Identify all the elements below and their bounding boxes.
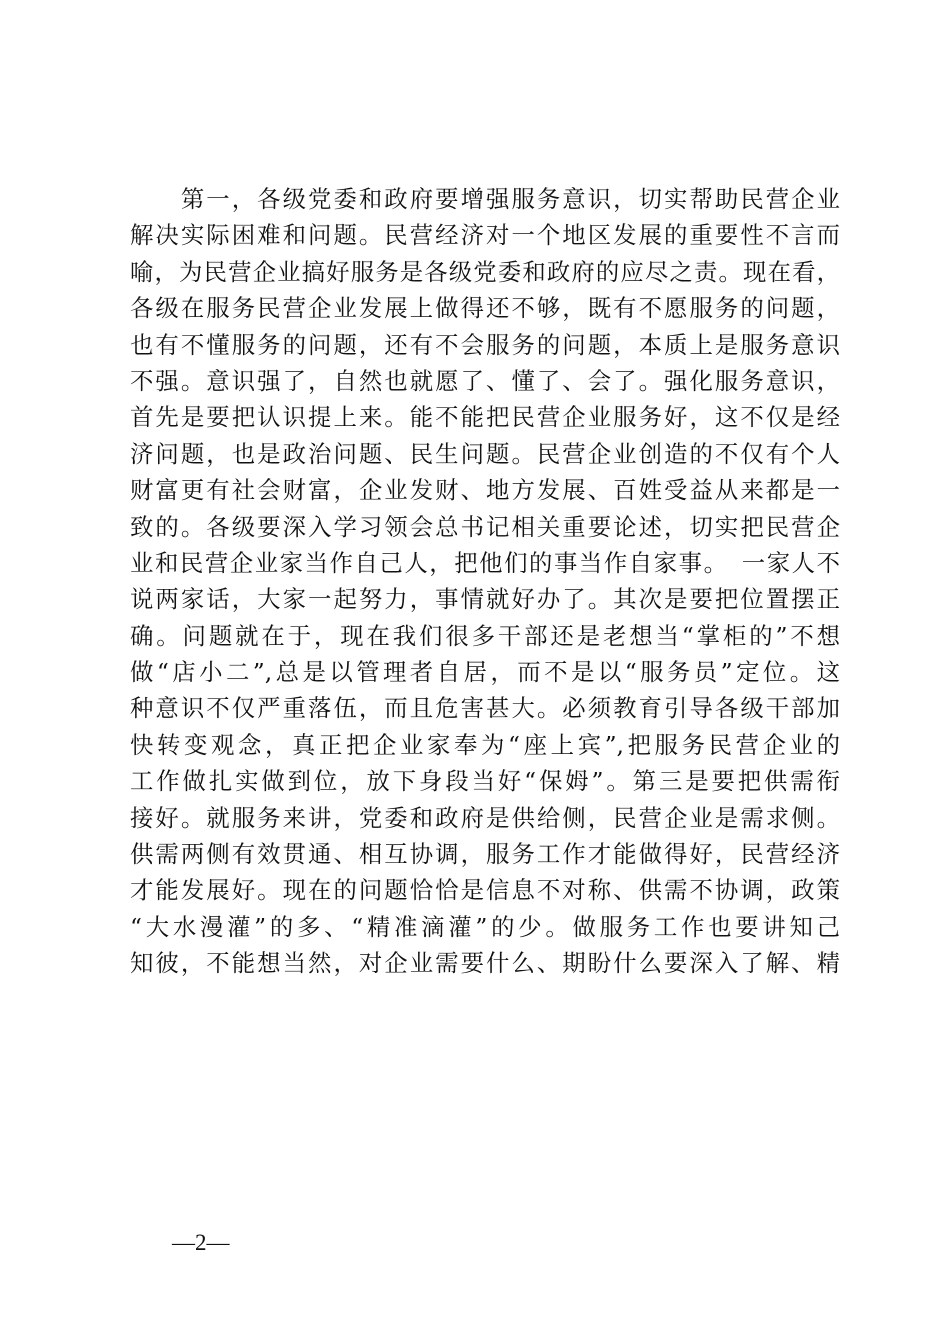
text-line: 致的。各级要深入学习领会总书记相关重要论述，切实把民营企	[130, 512, 840, 541]
text-line: 做“店小二”,总是以管理者自居，而不是以“服务员”定位。这	[130, 658, 840, 687]
text-line: 快转变观念，真正把企业家奉为“座上宾”,把服务民营企业的	[130, 730, 840, 759]
text-line: 解决实际困难和问题。民营经济对一个地区发展的重要性不言而	[130, 221, 840, 250]
text-line: 供需两侧有效贯通、相互协调，服务工作才能做得好，民营经济	[130, 840, 840, 869]
text-line: 济问题，也是政治问题、民生问题。民营企业创造的不仅有个人	[130, 439, 840, 468]
text-line: 也有不懂服务的问题，还有不会服务的问题，本质上是服务意识	[130, 330, 840, 359]
text-line: 第一，各级党委和政府要增强服务意识，切实帮助民营企业	[130, 185, 840, 213]
page-number: —2—	[172, 1230, 230, 1255]
text-line: 业和民营企业家当作自己人，把他们的事当作自家事。 一家人不	[130, 548, 840, 577]
text-line: 确。问题就在于，现在我们很多干部还是老想当“掌柜的”不想	[130, 621, 840, 650]
text-line: 各级在服务民营企业发展上做得还不够，既有不愿服务的问题，	[130, 294, 840, 323]
text-line: 接好。就服务来讲，党委和政府是供给侧，民营企业是需求侧。	[130, 803, 840, 832]
text-line: “大水漫灌”的多、“精准滴灌”的少。做服务工作也要讲知己	[130, 912, 840, 941]
text-line: 种意识不仅严重落伍，而且危害甚大。必须教育引导各级干部加	[130, 694, 840, 723]
text-line: 首先是要把认识提上来。能不能把民营企业服务好，这不仅是经	[130, 403, 840, 432]
text-line: 才能发展好。现在的问题恰恰是信息不对称、供需不协调，政策	[130, 876, 840, 905]
text-line: 知彼，不能想当然，对企业需要什么、期盼什么要深入了解、精	[130, 949, 840, 978]
text-line: 不强。意识强了，自然也就愿了、懂了、会了。强化服务意识，	[130, 366, 840, 395]
text-line: 喻，为民营企业搞好服务是各级党委和政府的应尽之责。现在看，	[130, 257, 840, 286]
text-line: 工作做扎实做到位，放下身段当好“保姆”。第三是要把供需衔	[130, 767, 840, 796]
text-line: 说两家话，大家一起努力，事情就好办了。其次是要把位置摆正	[130, 585, 840, 614]
text-line: 财富更有社会财富，企业发财、地方发展、百姓受益从来都是一	[130, 476, 840, 505]
body-paragraph	[130, 181, 840, 982]
